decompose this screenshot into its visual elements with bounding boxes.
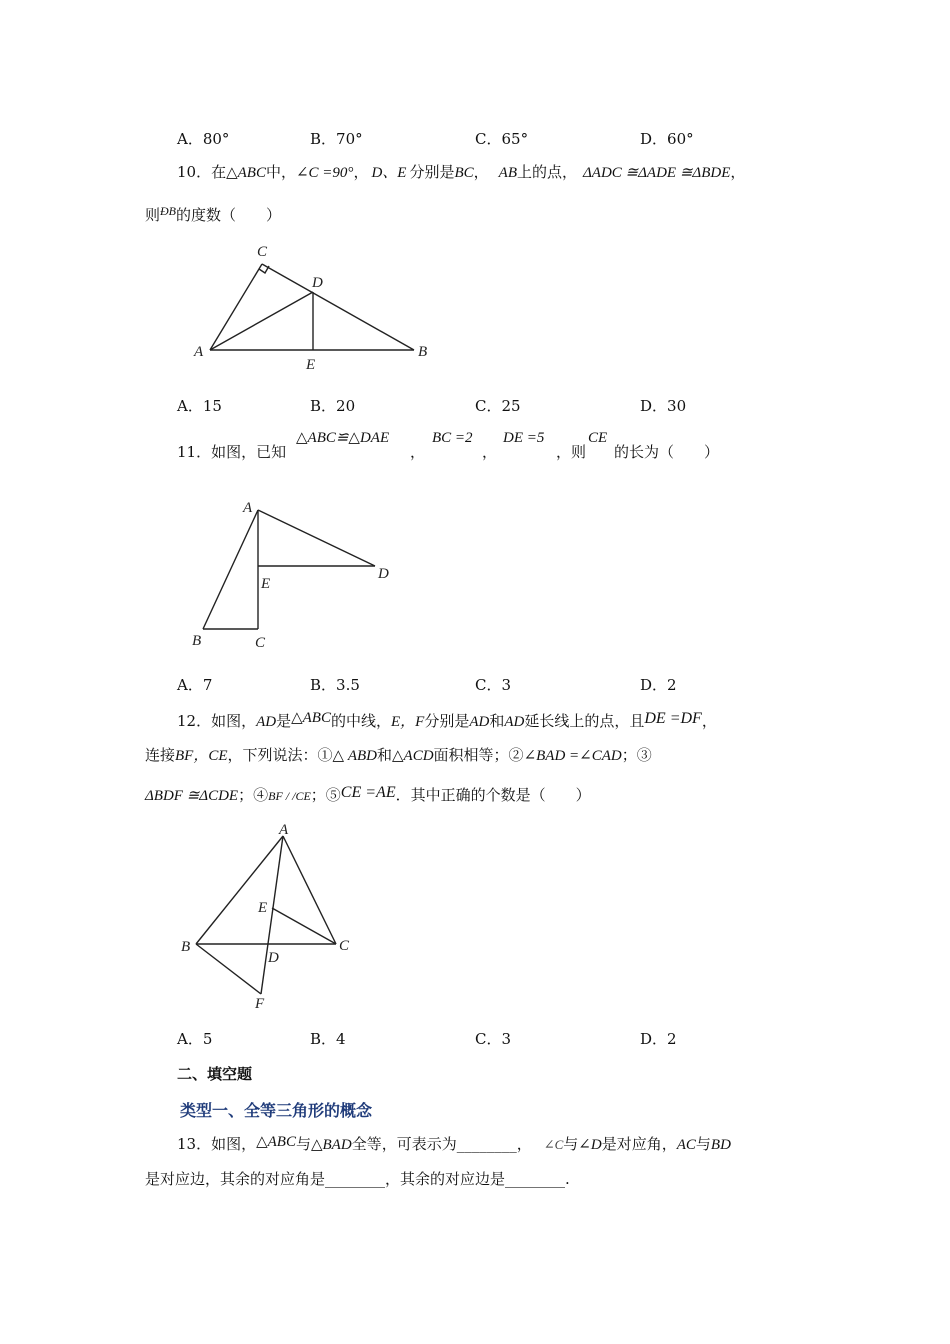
q11-figure: [185, 492, 415, 657]
q10-number: 10．在: [177, 163, 227, 181]
text: ，: [473, 163, 489, 181]
label-a: A: [194, 344, 204, 360]
text: ，: [701, 712, 717, 730]
math: ∠BAD =∠CAD: [523, 748, 622, 764]
math: △ABC: [256, 1134, 296, 1150]
q12-question-line1: [177, 708, 717, 732]
math: D、E: [371, 165, 407, 181]
q12-choice-c: C．3: [475, 1030, 512, 1048]
label-c: C: [255, 635, 266, 651]
segment-ac: [210, 264, 262, 350]
text: 与: [295, 1135, 311, 1153]
text: 分别是: [409, 163, 455, 181]
text: 是对应角，: [601, 1135, 677, 1153]
q12-question-line2: [145, 745, 652, 766]
q13-question-line1: [177, 1132, 731, 1155]
label-d: D: [378, 566, 389, 582]
math: ΔADC ≅ΔADE ≅ΔBDE: [583, 165, 731, 181]
q10-choice-c: C．25: [475, 397, 521, 415]
math: BD: [710, 1137, 731, 1153]
segment-cb: [262, 264, 414, 350]
q11-congruence: △ABC≌△DAE: [296, 430, 390, 446]
q12-choice-b: B．4: [310, 1030, 346, 1048]
label-b: B: [418, 344, 428, 360]
q12-choice-d: D．2: [640, 1030, 677, 1048]
q10-choice-d: D．30: [640, 397, 687, 415]
math: BF，CE: [175, 748, 228, 764]
text: 的度数（ ）: [176, 206, 282, 224]
text: 上的点，: [516, 163, 577, 181]
text: ，下列说法：①: [227, 746, 333, 764]
math: △ ABD: [332, 748, 377, 764]
label-b: B: [192, 633, 202, 649]
text: 和: [376, 746, 392, 764]
q12-choice-a: A．5: [177, 1030, 213, 1048]
math: △ACD: [392, 748, 434, 764]
q11-de: DE =5: [503, 430, 545, 446]
text: 与: [563, 1135, 579, 1153]
q11-then: ，则: [556, 443, 587, 461]
text: 全等，可表示为________，: [351, 1135, 532, 1153]
q11-choice-d: D．2: [640, 676, 677, 694]
label-f: F: [255, 996, 265, 1012]
text: 则: [145, 206, 161, 224]
text: ；⑤: [310, 786, 341, 804]
segment-ac: [283, 836, 336, 944]
q11-tail: 的长为（ ）: [614, 443, 720, 461]
text: 中，: [265, 163, 296, 181]
label-e: E: [261, 576, 271, 592]
math: ΔBDF ≅ΔCDE: [145, 788, 239, 804]
text: 和: [489, 712, 505, 730]
math: △ABC: [291, 710, 331, 726]
math: CE =AE: [340, 784, 396, 801]
q9-choice-b: B．70°: [310, 130, 363, 148]
math: BC: [454, 165, 474, 181]
text: 面积相等；②: [433, 746, 524, 764]
text: 连接: [145, 746, 176, 764]
label-c: C: [339, 938, 350, 954]
q10-choice-a: A．15: [177, 397, 222, 415]
text: ；④: [238, 786, 269, 804]
q11-ce: CE: [588, 430, 608, 446]
label-a: A: [243, 500, 253, 516]
q10-question-line1: [177, 162, 745, 183]
label-e: E: [306, 357, 316, 373]
label-b: B: [181, 939, 191, 955]
section-title: 二、填空题: [177, 1065, 253, 1083]
q12-number: 12．如图，: [177, 712, 257, 730]
segment-ab: [203, 510, 258, 629]
text: 延长线上的点，且: [524, 712, 645, 730]
q10-question-line2: [145, 201, 281, 225]
segment-ad: [210, 292, 313, 350]
math: ∠C: [543, 1137, 564, 1152]
math: △BAD: [310, 1137, 352, 1153]
segment-bf: [196, 944, 261, 994]
segment-ad: [258, 510, 375, 566]
label-d: D: [312, 275, 323, 291]
math: AC: [676, 1137, 696, 1153]
q11-choice-a: A．7: [177, 676, 213, 694]
q11-choice-c: C．3: [475, 676, 512, 694]
text: 分别是: [424, 712, 470, 730]
math: AD: [504, 714, 525, 730]
math: BF / /CE: [268, 789, 311, 803]
math: ∠C =90°: [295, 165, 354, 181]
math: ∠D: [578, 1137, 602, 1153]
math: AB: [498, 165, 517, 181]
math: E，F: [391, 714, 425, 730]
q12-question-line3: [145, 783, 591, 806]
q13-number: 13．如图，: [177, 1135, 257, 1153]
q11-comma-1: ，: [410, 443, 426, 461]
q13-question-line2: 是对应边，其余的对应角是________，其余的对应边是________.: [145, 1170, 570, 1188]
q12-figure: [175, 818, 375, 1013]
q10-figure: [180, 238, 450, 378]
q11-bc: BC =2: [432, 430, 473, 446]
math: DE =DF: [644, 710, 702, 727]
q11-choice-b: B．3.5: [310, 676, 360, 694]
q11-number: 11．如图，已知: [177, 443, 287, 461]
q10-choice-b: B．20: [310, 397, 356, 415]
text: ；③: [621, 746, 652, 764]
type-heading: 类型一、全等三角形的概念: [180, 1101, 373, 1120]
q11-comma-2: ，: [482, 443, 498, 461]
q9-choice-a: A．80°: [177, 130, 230, 148]
math: △ABC: [226, 165, 266, 181]
text: ，: [353, 163, 369, 181]
q9-choice-d: D．60°: [640, 130, 694, 148]
label-d: D: [268, 950, 279, 966]
text: 与: [695, 1135, 711, 1153]
math: ÐB: [160, 204, 177, 218]
text: ，: [730, 163, 746, 181]
text: 是: [276, 712, 292, 730]
math: AD: [469, 714, 490, 730]
label-c: C: [257, 244, 268, 260]
text: ．其中正确的个数是（ ）: [395, 786, 591, 804]
label-e: E: [258, 900, 268, 916]
math: AD: [256, 714, 277, 730]
text: 的中线，: [330, 712, 391, 730]
label-a: A: [279, 822, 289, 838]
q9-choice-c: C．65°: [475, 130, 529, 148]
